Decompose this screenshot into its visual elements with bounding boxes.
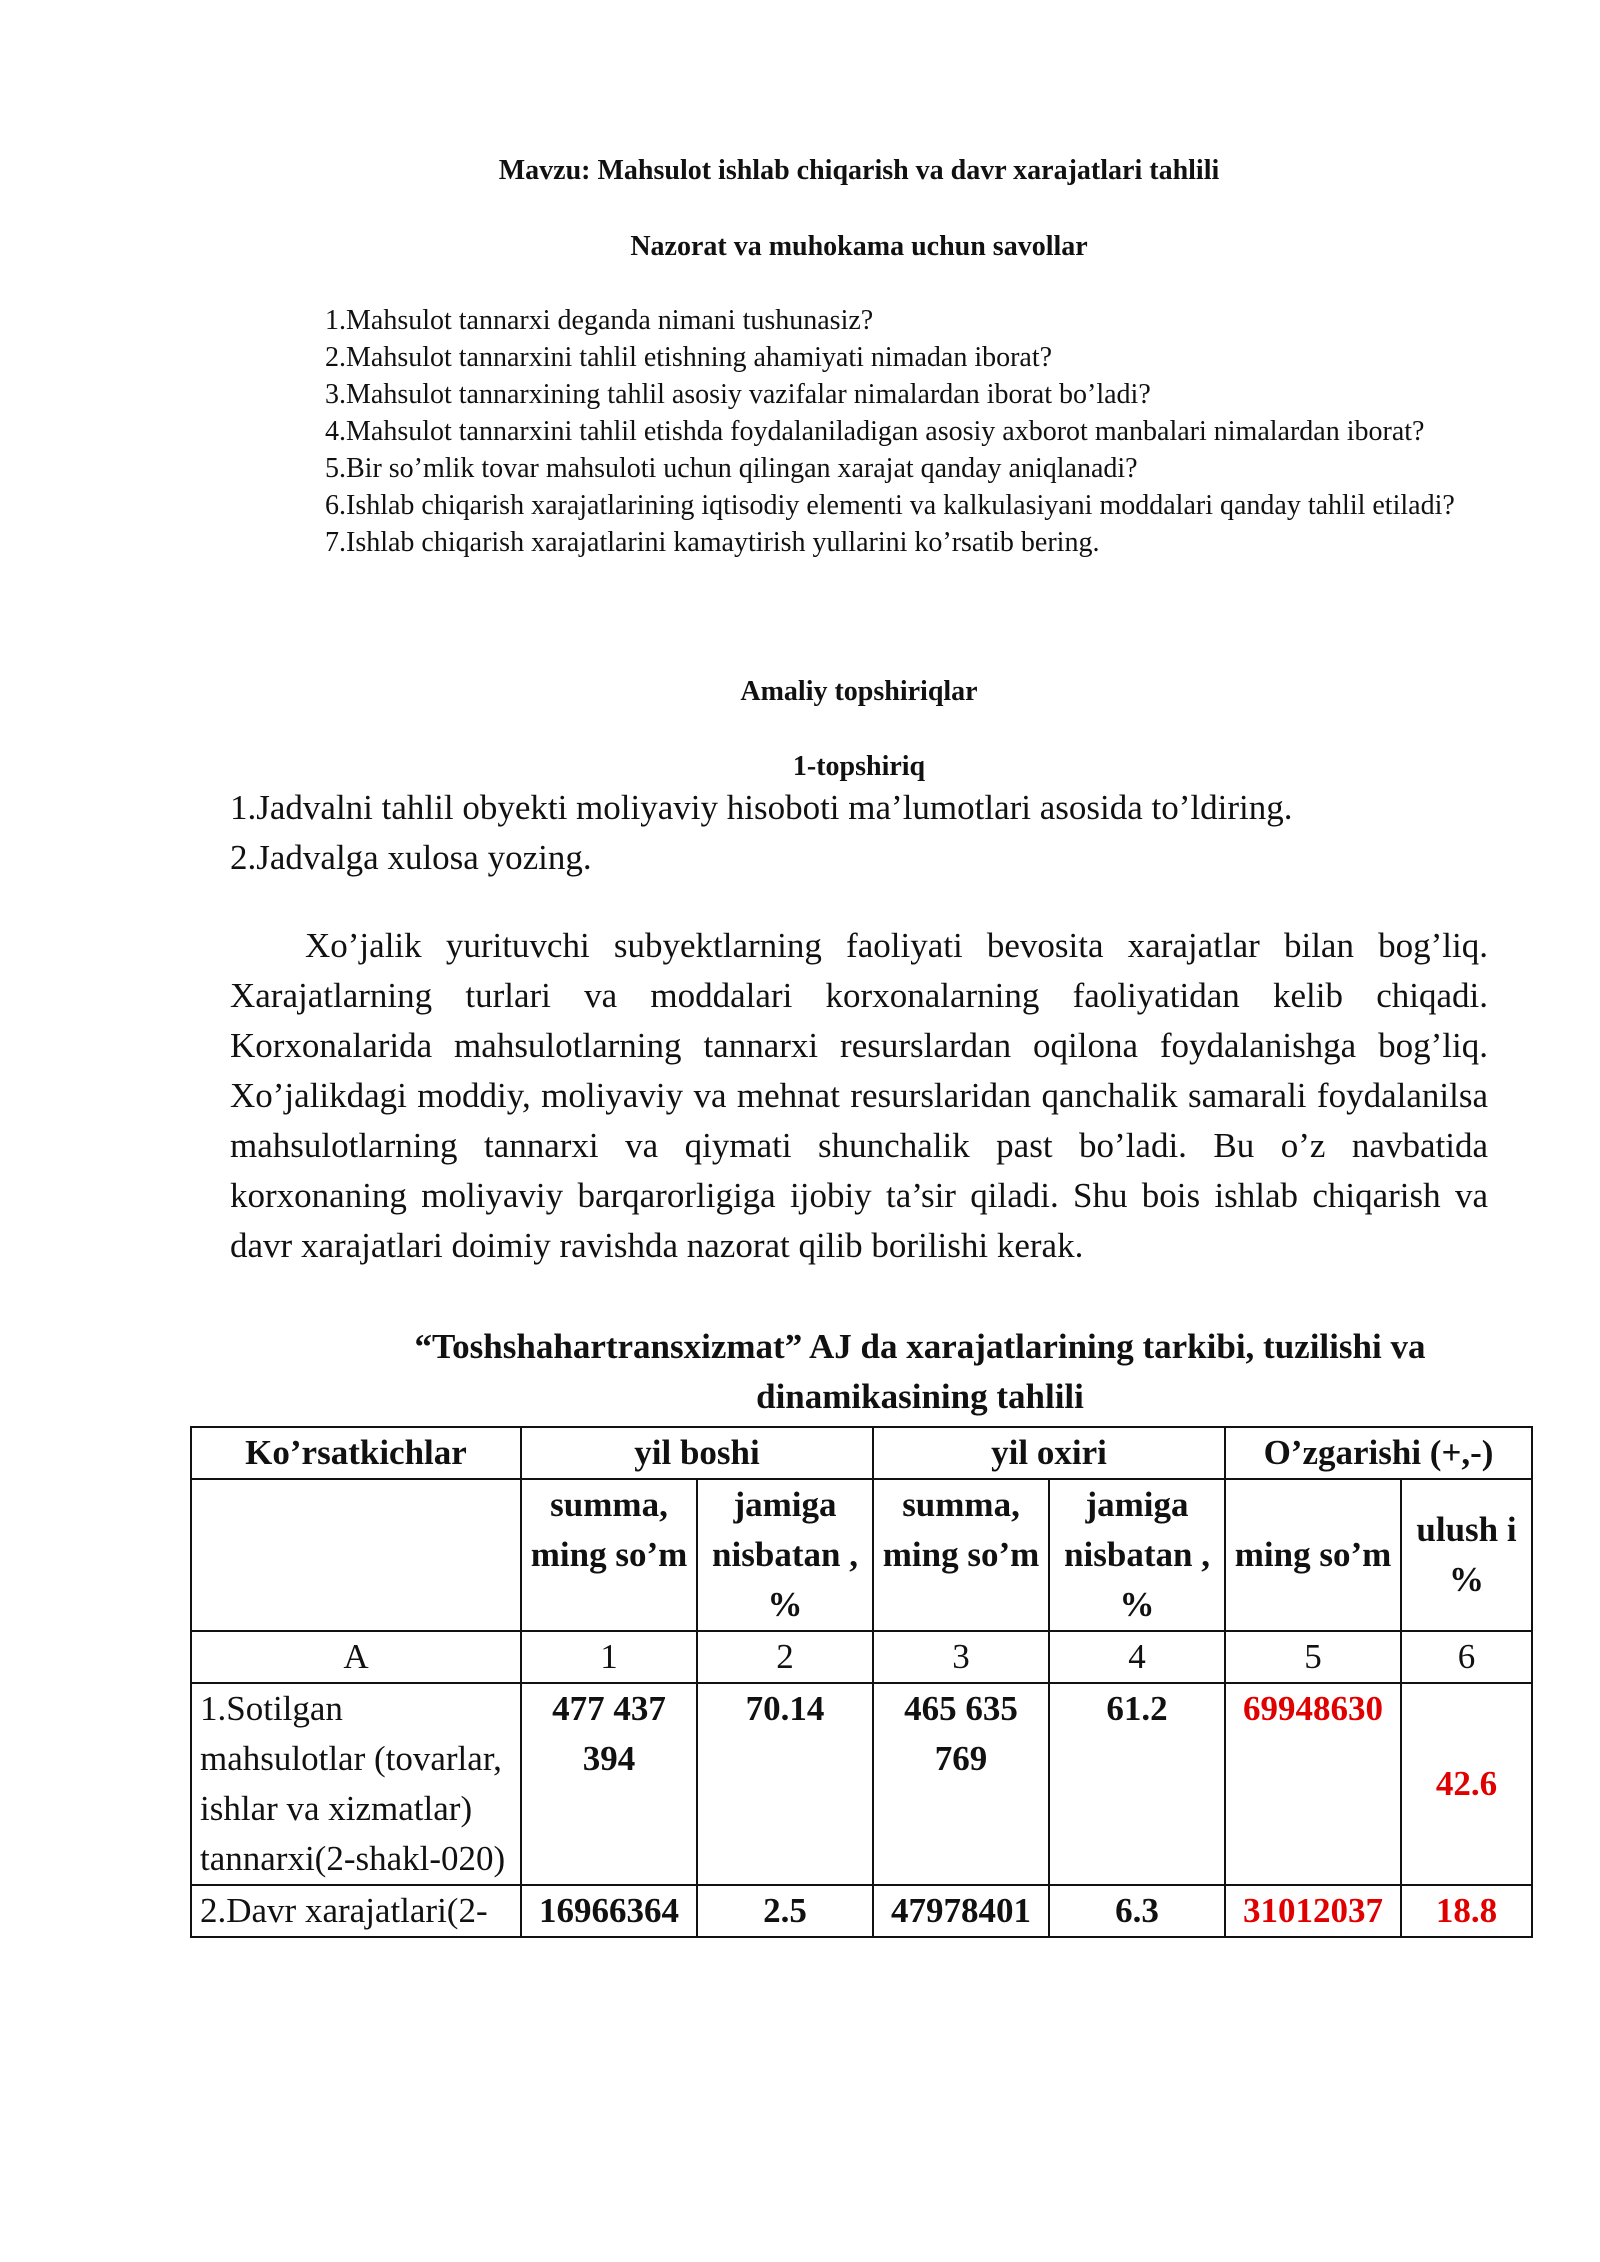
header-indicators: Ko’rsatkichlar xyxy=(191,1427,521,1479)
questions-list xyxy=(230,302,1488,561)
question-item: 6.Ishlab chiqarish xarajatlarining iqtisodiy elementi va kalkulasiyani moddalari qanday tahlil etiladi? xyxy=(325,490,1455,521)
question-item: 1.Mahsulot tannarxi deganda nimani tushunasiz? xyxy=(325,305,874,336)
begin-share-cell: 70.14 xyxy=(697,1683,873,1885)
begin-sum-cell: 16966364 xyxy=(521,1885,697,1937)
table-title: “Toshshahartransxizmat” AJ da xarajatlarining tarkibi, tuzilishi va dinamikasining tahlili xyxy=(414,1327,1426,1416)
change-share-cell: 42.6 xyxy=(1401,1683,1532,1885)
task-item: 2.Jadvalga xulosa yozing. xyxy=(230,838,592,877)
end-share-cell: 61.2 xyxy=(1049,1683,1225,1885)
intro-paragraph xyxy=(230,921,1488,1271)
column-number: A xyxy=(191,1631,521,1683)
question-item: 7.Ishlab chiqarish xarajatlarini kamaytirish yullarini ko’rsatib bering. xyxy=(325,527,1100,558)
task-heading: 1-topshiriq xyxy=(792,751,926,782)
question-item: 5.Bir so’mlik tovar mahsuloti uchun qilingan xarajat qanday aniqlanadi? xyxy=(325,453,1138,484)
change-sum-cell: 69948630 xyxy=(1225,1683,1401,1885)
subheader-end-sum: summa, ming so’m xyxy=(873,1479,1049,1631)
column-number: 6 xyxy=(1401,1631,1532,1683)
table-row xyxy=(191,1885,1532,1937)
begin-sum-cell: 477 437 394 xyxy=(521,1683,697,1885)
subheader-begin-share: jamiga nisbatan , % xyxy=(697,1479,873,1631)
task-list xyxy=(230,783,1488,883)
header-change: O’zgarishi (+,-) xyxy=(1225,1427,1532,1479)
table-number-row xyxy=(191,1631,1532,1683)
cost-analysis-table xyxy=(190,1426,1533,1938)
subheader-empty xyxy=(191,1479,521,1631)
column-number: 2 xyxy=(697,1631,873,1683)
change-sum-cell: 31012037 xyxy=(1225,1885,1401,1937)
column-number: 1 xyxy=(521,1631,697,1683)
table-header-row xyxy=(191,1427,1532,1479)
question-item: 4.Mahsulot tannarxini tahlil etishda foydalaniladigan asosiy axborot manbalari nimalardan iborat? xyxy=(325,416,1425,447)
begin-share-cell: 2.5 xyxy=(697,1885,873,1937)
end-sum-cell: 47978401 xyxy=(873,1885,1049,1937)
row-label: 1.Sotilgan mahsulotlar (tovarlar, ishlar va xizmatlar) tannarxi(2-shakl-020) xyxy=(191,1683,521,1885)
topic-heading: Mavzu: Mahsulot ishlab chiqarish va davr xarajatlari tahlili xyxy=(498,155,1220,186)
header-year-begin: yil boshi xyxy=(521,1427,873,1479)
subheader-change-sum: ming so’m xyxy=(1225,1479,1401,1631)
subheader-end-share: jamiga nisbatan , % xyxy=(1049,1479,1225,1631)
questions-heading: Nazorat va muhokama uchun savollar xyxy=(630,231,1088,262)
column-number: 5 xyxy=(1225,1631,1401,1683)
question-item: 2.Mahsulot tannarxini tahlil etishning ahamiyati nimadan iborat? xyxy=(325,342,1053,373)
practice-heading: Amaliy topshiriqlar xyxy=(740,676,978,707)
question-item: 3.Mahsulot tannarxining tahlil asosiy vazifalar nimalardan iborat bo’ladi? xyxy=(325,379,1151,410)
change-share-cell: 18.8 xyxy=(1401,1885,1532,1937)
end-share-cell: 6.3 xyxy=(1049,1885,1225,1937)
header-year-end: yil oxiri xyxy=(873,1427,1225,1479)
subheader-change-share: ulush i % xyxy=(1401,1479,1532,1631)
column-number: 3 xyxy=(873,1631,1049,1683)
column-number: 4 xyxy=(1049,1631,1225,1683)
paragraph-text: Xo’jalik yurituvchi subyektlarning faoliyati bevosita xarajatlar bilan bog’liq. Xarajatlarning turlari va moddalari korxonalarning faoliyatidan kelib chiqadi. Korxonalarida mahsulotlarning tannarxi resurslardan oqilona foydalanishga bog’liq. Xo’jalikdagi moddiy, moliyaviy va mehnat resurslaridan qanchalik samarali foydalanilsa mahsulotlarning tannarxi va qiymati shunchalik past bo’ladi. Bu o’z navbatida korxonaning moliyaviy barqarorligiga ijobiy ta’sir qiladi. Shu bois ishlab chiqarish va davr xarajatlari doimiy ravishda nazorat qilib borilishi kerak. xyxy=(230,926,1488,1265)
end-sum-cell: 465 635 769 xyxy=(873,1683,1049,1885)
table-row xyxy=(191,1683,1532,1885)
subheader-begin-sum: summa, ming so’m xyxy=(521,1479,697,1631)
task-item: 1.Jadvalni tahlil obyekti moliyaviy hisoboti ma’lumotlari asosida to’ldiring. xyxy=(230,788,1293,827)
table-subheader-row xyxy=(191,1479,1532,1631)
row-label: 2.Davr xarajatlari(2- xyxy=(191,1885,521,1937)
